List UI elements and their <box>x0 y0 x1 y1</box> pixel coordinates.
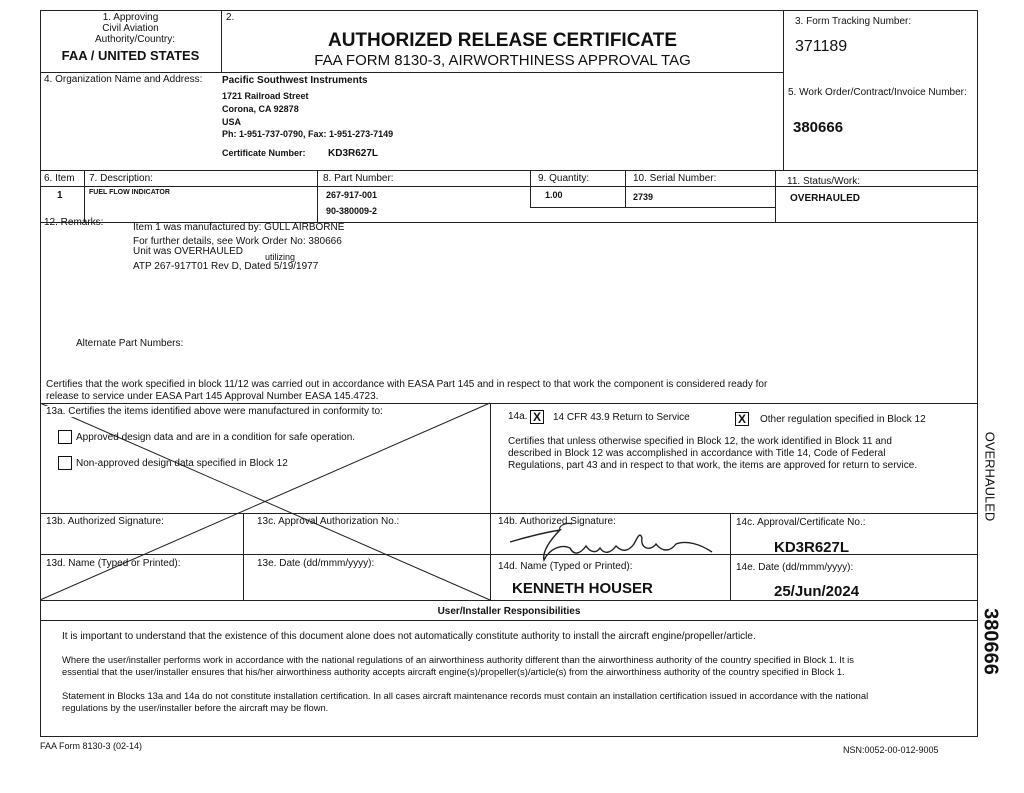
block14a-cert-3: Regulations, part 43 and in respect to that work, the items are approved for return to service. <box>508 460 918 471</box>
row-part-number-1: 267-917-001 <box>326 190 378 200</box>
form-tracking-number: 371189 <box>795 38 848 55</box>
non-approved-design-label: Non-approved design data specified in Block 12 <box>76 458 288 469</box>
remark-line-4: ATP 267-917T01 Rev D, Dated 5/19/1977 <box>133 261 319 272</box>
row-description: FUEL FLOW INDICATOR <box>89 189 170 196</box>
form-identifier: FAA Form 8130-3 (02-14) <box>40 741 143 751</box>
block14e-label: 14e. Date (dd/mmm/yyyy): <box>736 562 854 573</box>
org-phone: Ph: 1-951-737-0790, Fax: 1-951-273-7149 <box>222 129 394 139</box>
org-cert-label: Certificate Number: <box>222 148 306 158</box>
col-description: 7. Description: <box>89 173 153 184</box>
remark-line-3b: utilizing <box>265 252 296 262</box>
side-status-stamp: OVERHAULED <box>982 431 998 522</box>
row-quantity: 1.00 <box>545 190 563 200</box>
remark-line-2: For further details, see Work Order No: 380666 <box>133 236 342 247</box>
responsibilities-title: User/Installer Responsibilities <box>437 606 581 617</box>
col-serial: 10. Serial Number: <box>633 173 717 184</box>
block13c-label: 13c. Approval Authorization No.: <box>257 516 400 527</box>
block4-label: 4. Organization Name and Address: <box>44 74 203 85</box>
block2-label: 2. <box>226 12 235 23</box>
row-item: 1 <box>57 190 63 201</box>
other-regulation-checkbox[interactable]: X <box>735 412 749 426</box>
approved-design-label: Approved design data and are in a condition for safe operation. <box>76 432 356 443</box>
release-date: 25/Jun/2024 <box>774 583 860 600</box>
block12-label: 12. Remarks: <box>44 217 104 228</box>
org-city: Corona, CA 92878 <box>222 104 299 114</box>
col-item: 6. Item <box>44 173 75 184</box>
approving-authority: FAA / UNITED STATES <box>61 48 200 63</box>
approval-certificate-number: KD3R627L <box>774 539 850 556</box>
block5-label: 5. Work Order/Contract/Invoice Number: <box>788 87 967 98</box>
nsn-number: NSN:0052-00-012-9005 <box>843 745 939 755</box>
org-country: USA <box>222 117 242 127</box>
cfr-43-9-label: 14 CFR 43.9 Return to Service <box>553 412 690 423</box>
block14c-label: 14c. Approval/Certificate No.: <box>736 517 866 528</box>
signer-name: KENNETH HOUSER <box>512 580 653 597</box>
block3-label: 3. Form Tracking Number: <box>795 16 912 27</box>
block1-label: 1. Approving Civil Aviation Authority/Country: <box>95 12 176 45</box>
row-part-number-2: 90-380009-2 <box>326 206 378 216</box>
block14d-label: 14d. Name (Typed or Printed): <box>498 561 633 572</box>
row-serial: 2739 <box>633 192 654 202</box>
block13e-label: 13e. Date (dd/mmm/yyyy): <box>257 558 375 569</box>
page-subtitle: FAA FORM 8130-3, AIRWORTHINESS APPROVAL TAG <box>314 52 691 69</box>
block14a-label: 14a. <box>508 411 528 422</box>
block14a-cert-1: Certifies that unless otherwise specified in Block 12, the work identified in Block 11 and <box>508 436 892 447</box>
approved-design-checkbox[interactable] <box>58 430 72 444</box>
easa-statement-1: Certifies that the work specified in block 11/12 was carried out in accordance with EASA Part 145 and in respect to that work the component is considered ready for <box>46 379 768 390</box>
cfr-43-9-checkbox[interactable]: X <box>530 410 544 424</box>
org-cert-number: KD3R627L <box>328 148 379 159</box>
remark-line-3a: Unit was OVERHAULED <box>133 246 244 257</box>
work-order-number: 380666 <box>793 119 844 136</box>
col-part-number: 8. Part Number: <box>323 173 394 184</box>
row-status: OVERHAULED <box>790 193 861 204</box>
block13a-label: 13a. Certifies the items identified above were manufactured in conformity to: <box>46 406 383 417</box>
org-name: Pacific Southwest Instruments <box>222 75 368 86</box>
other-regulation-label: Other regulation specified in Block 12 <box>760 414 926 425</box>
responsibilities-p2a: Where the user/installer performs work in accordance with the national regulations of an airworthiness authority different than the airworthiness authority of the country specified in Block 1. It is <box>62 654 854 665</box>
non-approved-design-checkbox[interactable] <box>58 456 72 470</box>
col-quantity: 9. Quantity: <box>538 173 590 184</box>
block13b-label: 13b. Authorized Signature: <box>46 516 164 527</box>
col-status: 11. Status/Work: <box>787 176 860 187</box>
responsibilities-p1: It is important to understand that the existence of this document alone does not automatically constitute authority to install the aircraft engine/propeller/article. <box>62 631 756 642</box>
remark-line-1: Item 1 was manufactured by: GULL AIRBORNE <box>133 222 345 233</box>
responsibilities-p3a: Statement in Blocks 13a and 14a do not constitute installation certification. In all cases aircraft maintenance records must contain an installation certification issued in accordance with the national <box>62 690 869 701</box>
block14b-label: 14b. Authorized Signature: <box>498 516 616 527</box>
block13d-label: 13d. Name (Typed or Printed): <box>46 558 181 569</box>
block14a-cert-2: described in Block 12 was accomplished in accordance with Title 14, Code of Federal <box>508 448 886 459</box>
org-street: 1721 Railroad Street <box>222 91 309 101</box>
easa-statement-2: release to service under EASA Part 145 Approval Number EASA 145.4723. <box>46 391 379 402</box>
side-work-order-stamp: 380666 <box>979 608 1002 675</box>
responsibilities-p3b: regulations by the user/installer before the aircraft may be flown. <box>62 702 329 713</box>
responsibilities-p2b: essential that the user/installer ensures that his/her airworthiness authority accepts aircraft engine(s)/propeller(s)/article(s) from the airworthiness authority of the country specified in Block 1. <box>62 666 845 677</box>
alternate-part-numbers-label: Alternate Part Numbers: <box>76 338 184 349</box>
page-title: AUTHORIZED RELEASE CERTIFICATE <box>327 30 678 51</box>
